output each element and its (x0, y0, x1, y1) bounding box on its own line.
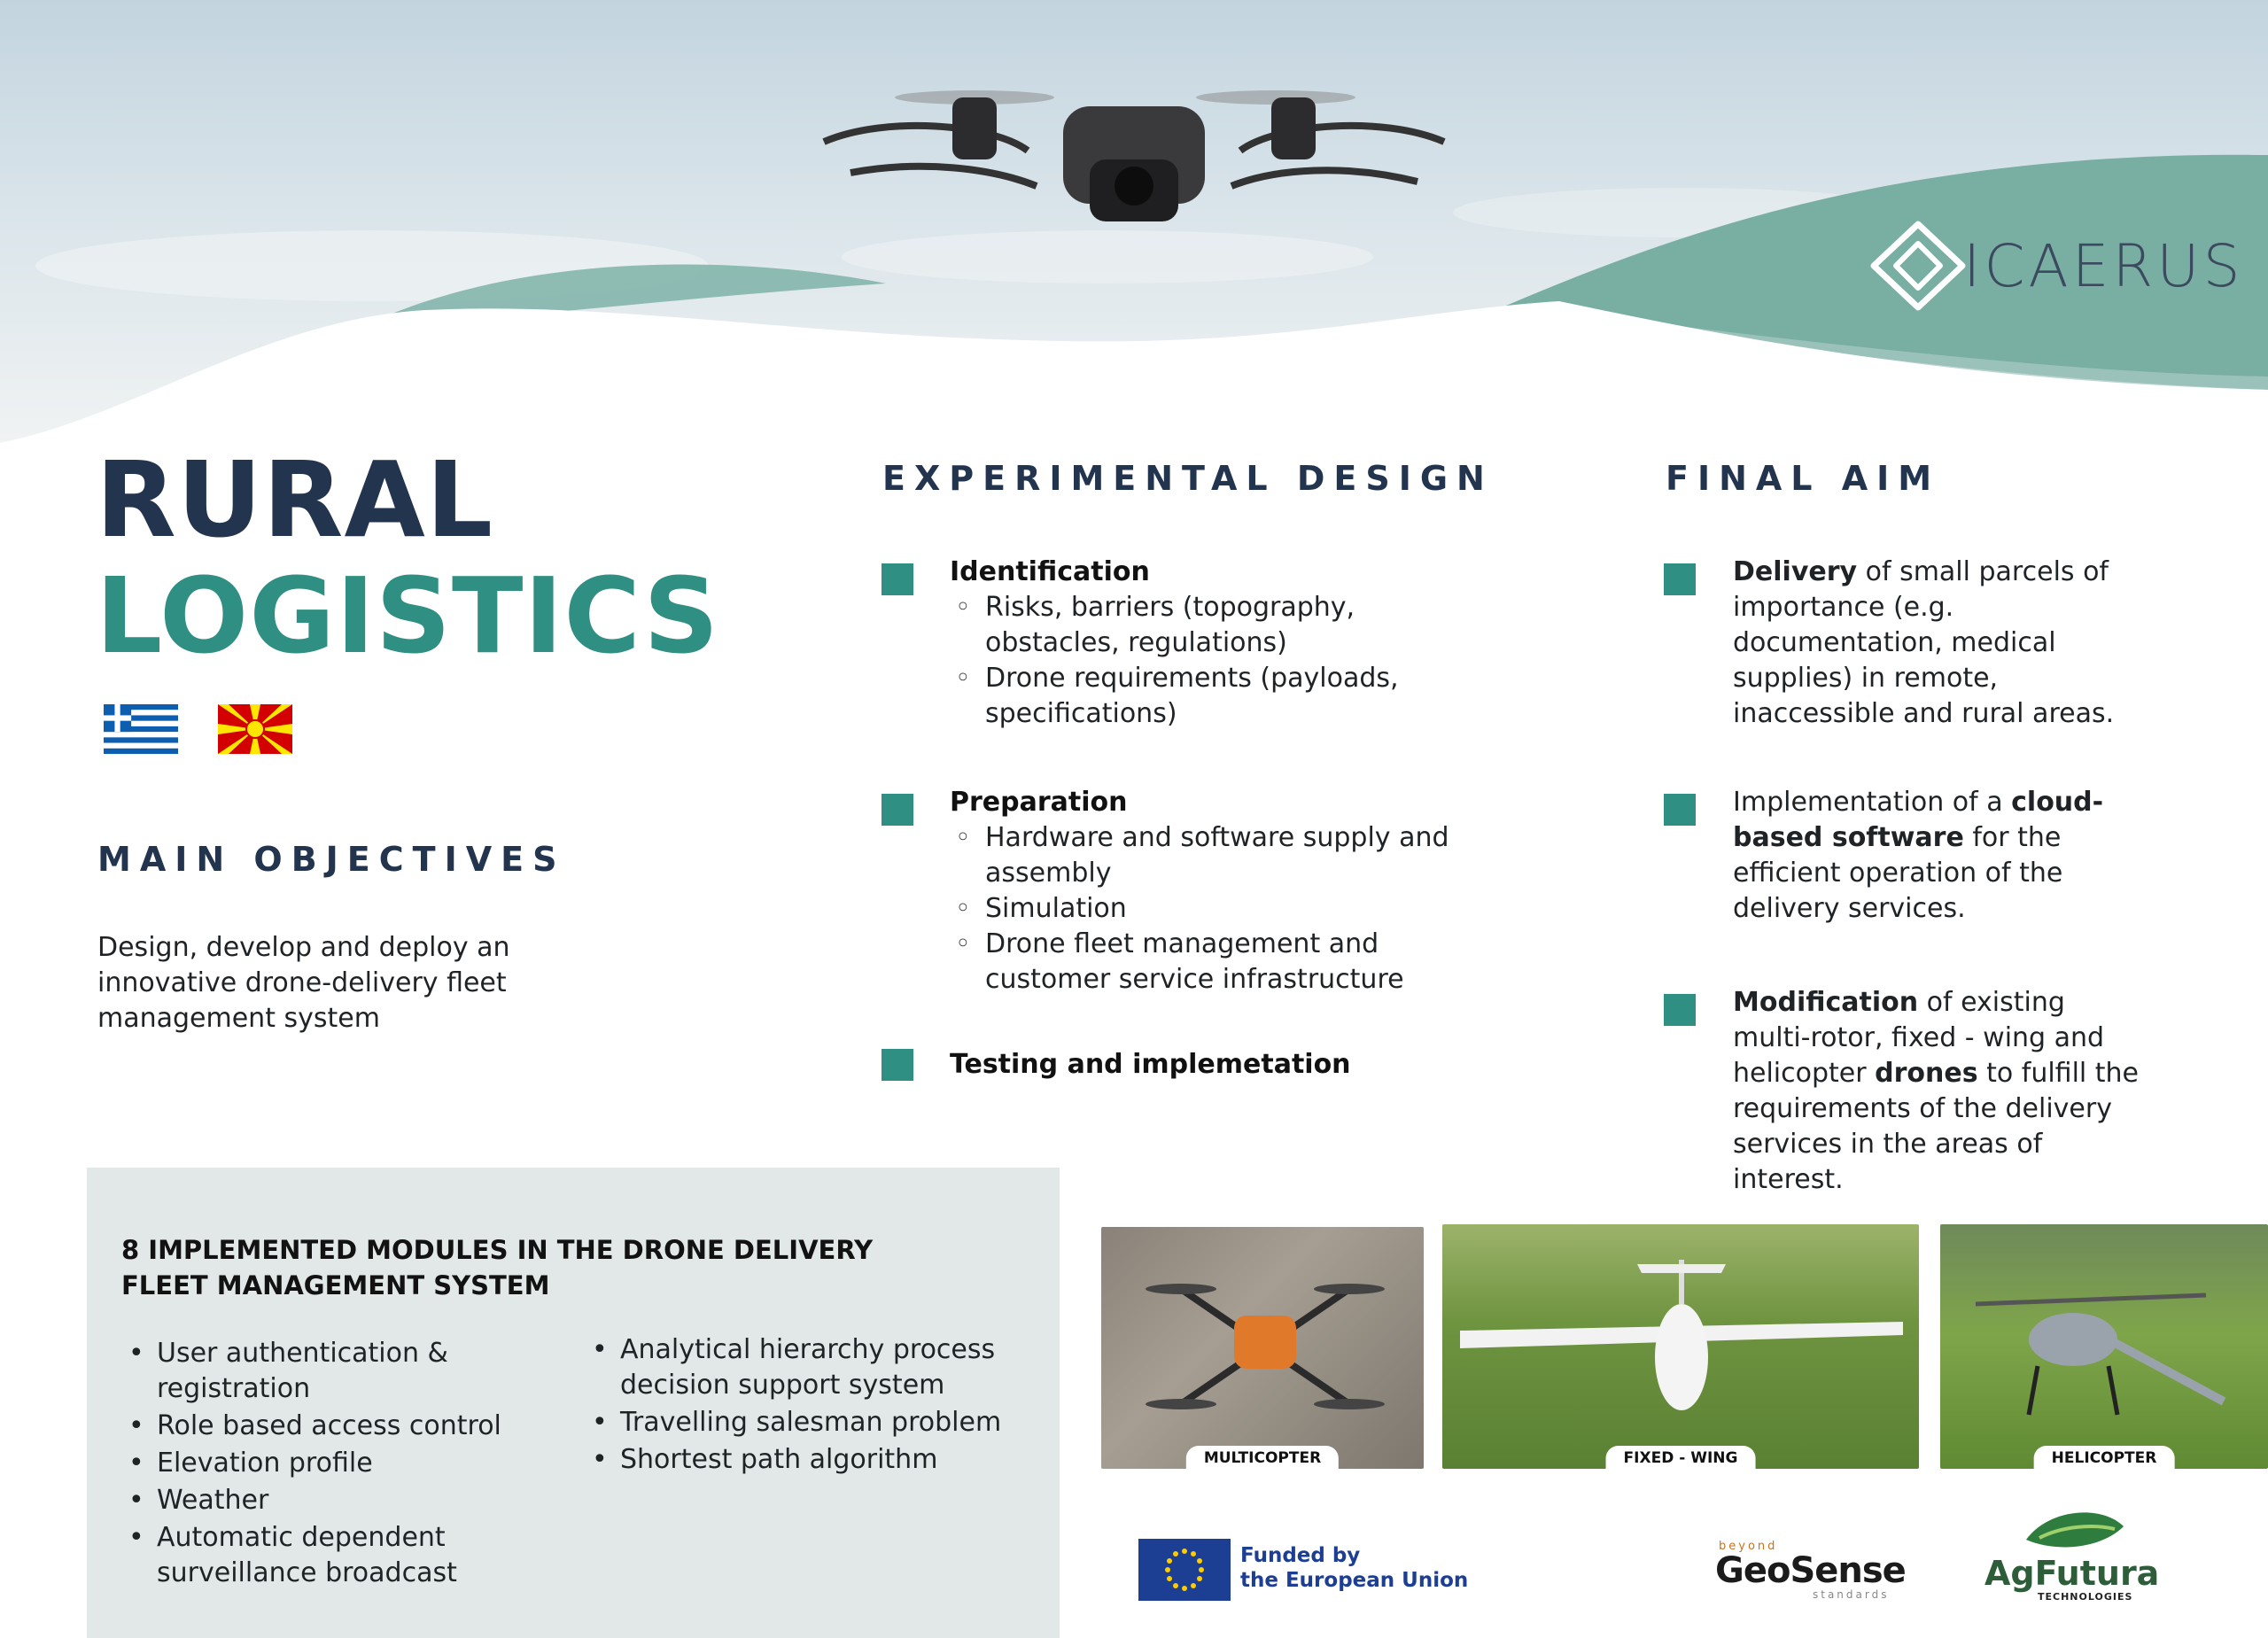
helicopter-label: HELICOPTER (2034, 1446, 2175, 1469)
list-item: • Travelling salesman problem (585, 1405, 1045, 1440)
geosense-sub: standards (1813, 1588, 1890, 1601)
list-item: ◦ Drone fleet management and customer service infrastructure (950, 927, 1481, 998)
list-item: • Weather (121, 1483, 555, 1518)
list-item: ◦ Risks, barriers (topography, obstacles, regulations) (950, 590, 1481, 661)
eu-line2: the European Union (1240, 1569, 1469, 1592)
modules-title-line2: FLEET MANAGEMENT SYSTEM (121, 1270, 550, 1300)
bullet-square (882, 794, 913, 826)
list-item: ◦ Drone requirements (payloads, specifications) (950, 661, 1481, 732)
modules-list-left (121, 1336, 555, 1593)
helicopter-photo (1940, 1224, 2268, 1469)
geosense-main: GeoSense (1715, 1550, 1906, 1591)
preparation-block (950, 785, 1481, 998)
list-item: ◦ Simulation (950, 891, 1481, 927)
north-macedonia-flag-icon (218, 704, 292, 754)
agfutura-sub: TECHNOLOGIES (2038, 1591, 2133, 1603)
list-item: • Shortest path algorithm (585, 1442, 1045, 1478)
fixed-wing-label: FIXED - WING (1606, 1446, 1756, 1469)
modification-mid: of existing multi-rotor, fixed - wing and helicopter (1733, 987, 2105, 1089)
delivery-text: of small parcels of importance (e.g. documentation, medical supplies) in remote, inaccessible and rural areas. (1733, 556, 2115, 729)
modification-bold: Modification (1733, 987, 1919, 1018)
bullet-square (882, 1049, 913, 1081)
eu-funding-text (1240, 1543, 1468, 1593)
final-aim-item-software (1733, 785, 2149, 927)
drone-illustration (815, 62, 1453, 239)
modules-title-line1: 8 IMPLEMENTED MODULES IN THE DRONE DELIVERY (121, 1235, 874, 1265)
modification-text: to fulfill the requirements of the delivery services in the areas of interest. (1733, 1058, 2140, 1195)
software-text: for the efficient operation of the delivery services. (1733, 822, 2063, 924)
agfutura-leaf-icon (2022, 1504, 2128, 1557)
icaerus-logo-icon (1860, 217, 1976, 314)
list-item: • Elevation profile (121, 1446, 555, 1481)
bullet-square (882, 563, 913, 595)
preparation-title: Preparation (950, 787, 1128, 818)
geosense-top: beyond (1719, 1540, 1778, 1553)
delivery-bold: Delivery (1733, 556, 1858, 587)
list-item: • Analytical hierarchy process decision support system (585, 1332, 1045, 1403)
title-rural: RURAL (96, 439, 494, 561)
title-logistics: LOGISTICS (96, 555, 720, 677)
greece-flag-icon (104, 704, 178, 754)
final-aim-heading: FINAL AIM (1666, 459, 1941, 498)
agfutura-logo (1984, 1556, 2179, 1603)
bullet-square (1664, 794, 1696, 826)
icaerus-brand-text: ICAERUS (1963, 232, 2244, 300)
testing-title: Testing and implemetation (950, 1049, 1351, 1080)
list-item: • Role based access control (121, 1409, 555, 1444)
experimental-design-heading: EXPERIMENTAL DESIGN (882, 459, 1494, 498)
identification-block (950, 555, 1481, 732)
multicopter-photo (1101, 1227, 1424, 1469)
bullet-square (1664, 994, 1696, 1026)
bullet-square (1664, 563, 1696, 595)
drones-bold: drones (1875, 1058, 1978, 1089)
helicopter-drone-icon (1940, 1224, 2268, 1469)
agfutura-main: AgFutura (1984, 1554, 2160, 1593)
modules-list-right (585, 1332, 1045, 1479)
fixed-wing-drone-icon (1442, 1224, 1919, 1469)
final-aim-item-modification (1733, 985, 2149, 1198)
list-item: ◦ Hardware and software supply and assembly (950, 820, 1481, 891)
modules-title (121, 1232, 1007, 1303)
identification-title: Identification (950, 556, 1150, 587)
final-aim-item-delivery (1733, 555, 2149, 732)
list-item: • Automatic dependent surveillance broadcast (121, 1520, 555, 1591)
identification-list (950, 590, 1481, 732)
multicopter-drone-icon (1101, 1227, 1424, 1469)
software-bold: cloud-based software (1733, 787, 2104, 853)
geosense-logo (1715, 1540, 1910, 1603)
list-item: • User authentication & registration (121, 1336, 555, 1407)
fixed-wing-photo (1442, 1224, 1919, 1469)
multicopter-label: MULTICOPTER (1186, 1446, 1339, 1469)
preparation-list (950, 820, 1481, 998)
eu-flag-icon (1138, 1539, 1231, 1601)
software-pre: Implementation of a (1733, 787, 2012, 818)
eu-line1: Funded by (1240, 1544, 1361, 1567)
main-objectives-text: Design, develop and deploy an innovative drone-delivery fleet management system (97, 932, 510, 1034)
main-objectives-heading: MAIN OBJECTIVES (97, 840, 566, 879)
